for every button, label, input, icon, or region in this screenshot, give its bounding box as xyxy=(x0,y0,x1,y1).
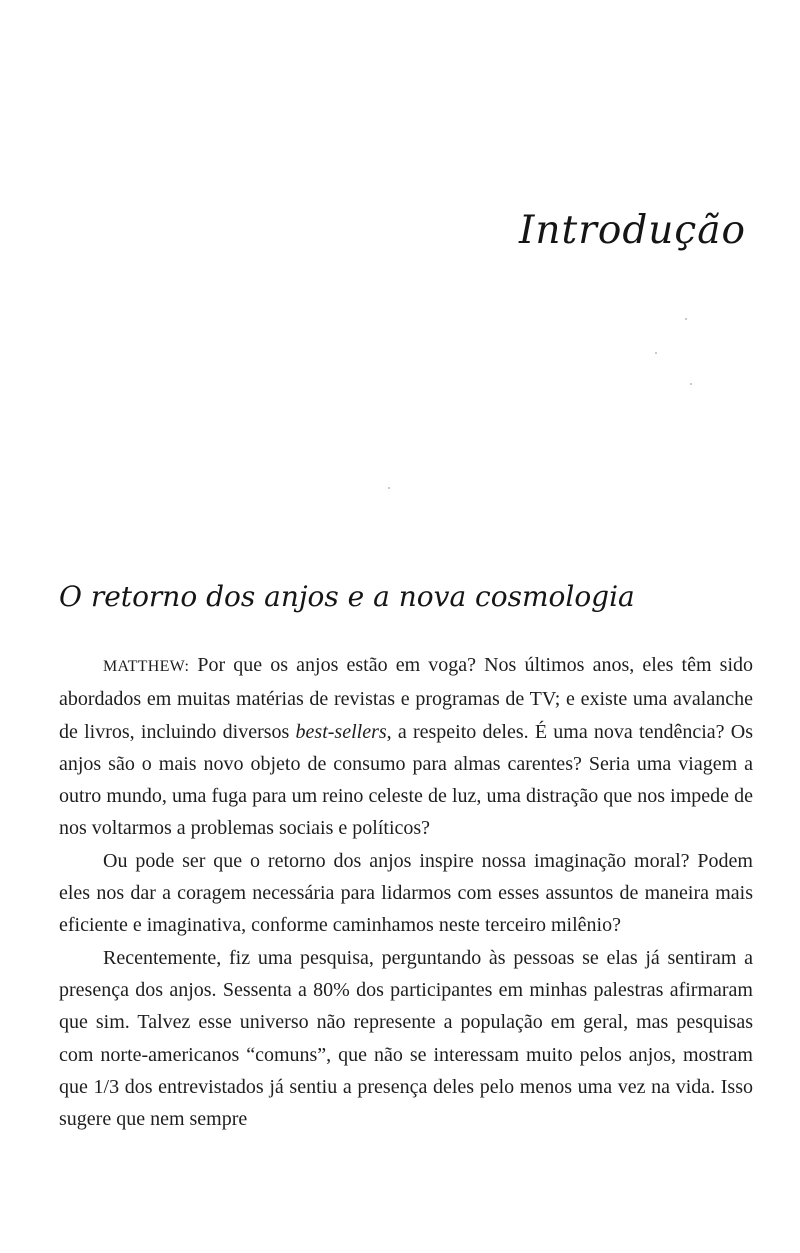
section-heading: O retorno dos anjos e a nova cosmologia xyxy=(59,580,635,613)
paragraph-text: , a respeito deles. É uma nova tendência? Os anjos são o mais novo objeto de consumo para almas carentes? Seria uma viagem a outro mundo, uma fuga para um reino celeste de luz, uma distração que nos impede de nos voltarmos a problemas sociais e políticos? xyxy=(59,720,753,840)
body-text xyxy=(59,649,753,1135)
scan-speck xyxy=(388,487,390,489)
paragraph: Recentemente, fiz uma pesquisa, perguntando às pessoas se elas já sentiram a presença dos anjos. Sessenta a 80% dos participantes em minhas palestras afirmaram que sim. Talvez esse universo não represente a população em geral, mas pesquisas com norte-americanos “comuns”, que não se interessam muito pelos anjos, mostram que 1/3 dos entrevistados já sentiu a presença deles pelo menos uma vez na vida. Isso sugere que nem sempre xyxy=(59,946,753,1131)
scan-speck xyxy=(690,383,692,385)
chapter-title: Introdução xyxy=(519,208,746,253)
speaker-label: MATTHEW: xyxy=(103,658,190,675)
paragraph-text: Por que os anjos estão em voga? Nos últimos anos, eles têm sido abordados em muitas matérias de revistas e programas de TV; e existe uma avalanche de livros, incluindo diversos xyxy=(59,654,753,743)
scan-speck xyxy=(685,318,687,320)
italic-term: best-sellers xyxy=(295,720,387,743)
scan-speck xyxy=(655,352,657,354)
paragraph xyxy=(59,649,753,845)
paragraph: Ou pode ser que o retorno dos anjos inspire nossa imaginação moral? Podem eles nos dar a coragem necessária para lidarmos com esses assuntos de maneira mais eficiente e imaginativa, conforme caminhamos neste terceiro milênio? xyxy=(59,849,753,937)
